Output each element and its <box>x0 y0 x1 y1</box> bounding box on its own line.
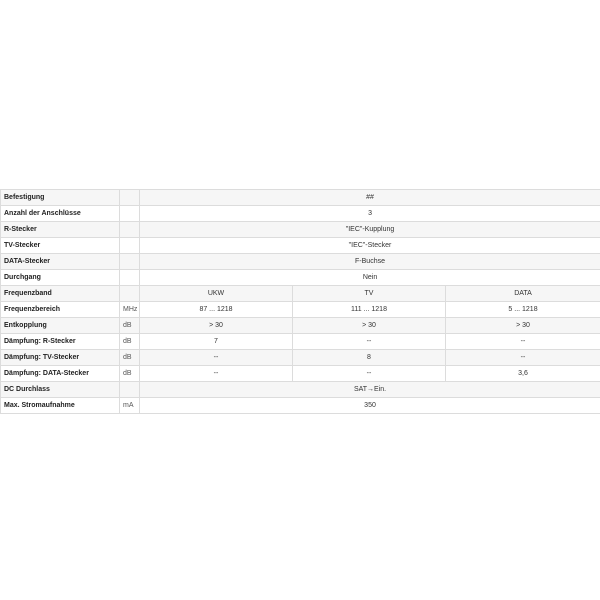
row-label: Entkopplung <box>1 318 120 334</box>
row-label: Befestigung <box>1 190 120 206</box>
row-value: "IEC"-Stecker <box>140 238 600 254</box>
row-value-ukw: UKW <box>140 286 293 302</box>
row-value-tv: > 30 <box>293 318 446 334</box>
row-unit: dB <box>120 350 140 366</box>
row-value-tv: TV <box>293 286 446 302</box>
row-value-ukw: 7 <box>140 334 293 350</box>
row-value-tv: -- <box>293 334 446 350</box>
row-label: Anzahl der Anschlüsse <box>1 206 120 222</box>
row-unit <box>120 206 140 222</box>
row-unit: dB <box>120 366 140 382</box>
row-value-data: DATA <box>446 286 600 302</box>
row-unit <box>120 286 140 302</box>
row-value: 3 <box>140 206 600 222</box>
row-unit <box>120 222 140 238</box>
row-value-ukw: -- <box>140 350 293 366</box>
row-unit <box>120 238 140 254</box>
row-unit: MHz <box>120 302 140 318</box>
table-row <box>1 302 600 318</box>
row-label: Dämpfung: R-Stecker <box>1 334 120 350</box>
row-label: TV-Stecker <box>1 238 120 254</box>
row-label: Dämpfung: DATA-Stecker <box>1 366 120 382</box>
row-value-ukw: -- <box>140 366 293 382</box>
table-row <box>1 382 600 398</box>
row-unit <box>120 190 140 206</box>
table-row <box>1 286 600 302</box>
row-unit: mA <box>120 398 140 414</box>
table-row <box>1 366 600 382</box>
row-value: ## <box>140 190 600 206</box>
row-label: R-Stecker <box>1 222 120 238</box>
row-label: Dämpfung: TV-Stecker <box>1 350 120 366</box>
row-value-data: -- <box>446 334 600 350</box>
row-value: F-Buchse <box>140 254 600 270</box>
row-value: SAT→Ein. <box>140 382 600 398</box>
row-unit <box>120 254 140 270</box>
table-row <box>1 398 600 414</box>
row-value: "IEC"-Kupplung <box>140 222 600 238</box>
spec-table-body <box>1 190 600 414</box>
table-row <box>1 238 600 254</box>
table-row <box>1 190 600 206</box>
row-value-tv: -- <box>293 366 446 382</box>
table-row <box>1 206 600 222</box>
table-row <box>1 334 600 350</box>
table-row <box>1 318 600 334</box>
row-value: 350 <box>140 398 600 414</box>
row-unit: dB <box>120 318 140 334</box>
row-value-tv: 111 ... 1218 <box>293 302 446 318</box>
row-unit: dB <box>120 334 140 350</box>
row-label: Durchgang <box>1 270 120 286</box>
row-value-ukw: 87 ... 1218 <box>140 302 293 318</box>
row-label: Frequenzband <box>1 286 120 302</box>
row-value-data: > 30 <box>446 318 600 334</box>
row-value-data: -- <box>446 350 600 366</box>
row-unit <box>120 382 140 398</box>
row-label: DC Durchlass <box>1 382 120 398</box>
row-value-ukw: > 30 <box>140 318 293 334</box>
spec-table <box>0 189 600 414</box>
table-row <box>1 222 600 238</box>
row-label: DATA-Stecker <box>1 254 120 270</box>
row-value-data: 5 ... 1218 <box>446 302 600 318</box>
row-label: Max. Stromaufnahme <box>1 398 120 414</box>
row-value-tv: 8 <box>293 350 446 366</box>
row-label: Frequenzbereich <box>1 302 120 318</box>
row-unit <box>120 270 140 286</box>
row-value-data: 3,6 <box>446 366 600 382</box>
row-value: Nein <box>140 270 600 286</box>
table-row <box>1 270 600 286</box>
table-row <box>1 350 600 366</box>
table-row <box>1 254 600 270</box>
